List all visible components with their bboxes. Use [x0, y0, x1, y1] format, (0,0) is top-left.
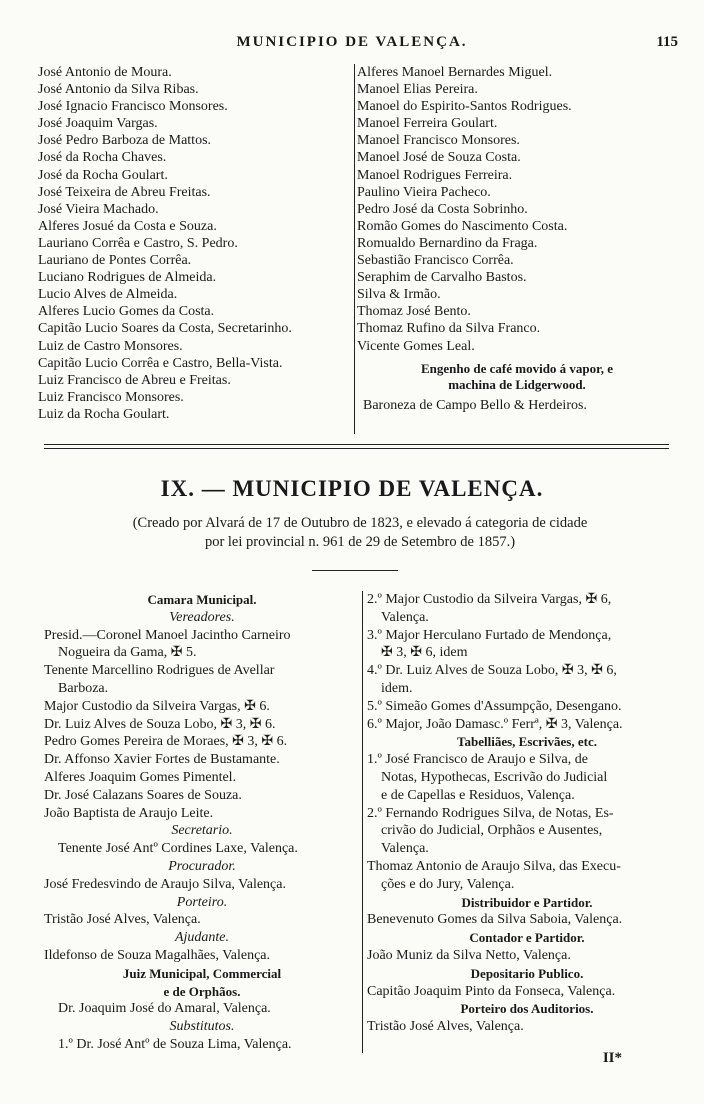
distribuidor-heading: Distribuidor e Partidor. [461, 894, 593, 910]
list-item: Seraphim de Carvalho Bastos. [357, 270, 527, 286]
list-item: José da Rocha Goulart. [38, 167, 168, 183]
juiz-heading: Juiz Municipal, Commercial [122, 965, 282, 981]
substituto-entry: 4.º Dr. Luiz Alves de Souza Lobo, ✠ 3, ✠ 6, [367, 663, 617, 679]
list-item: Manoel Francisco Monsores. [357, 133, 520, 149]
page-number: 115 [656, 34, 678, 50]
list-item: Alferes Manoel Bernardes Miguel. [357, 65, 553, 80]
depositario-heading: Depositario Publico. [470, 965, 584, 981]
list-item: Capitão Lucio Soares da Costa, Secretarinho. [38, 321, 292, 337]
list-item: José Pedro Barboza de Mattos. [38, 133, 212, 149]
substituto-entry: 2.º Major Custodio da Silveira Vargas, ✠ 6, [367, 592, 612, 607]
creation-line: por lei provincial n. 961 de 29 de Setembro de 1857.) [204, 534, 516, 550]
vereador-entry: Dr. José Calazans Soares de Souza. [44, 787, 242, 803]
tabelliao-entry-cont: ções e do Jury, Valença. [381, 876, 515, 892]
top-left-column [38, 64, 348, 423]
contador-entry: João Muniz da Silva Netto, Valença. [367, 947, 571, 963]
list-item: Manoel Rodrigues Ferreira. [357, 167, 513, 183]
procurador-entry: José Fredesvindo de Araujo Silva, Valença. [44, 876, 286, 892]
list-item: Alferes Josué da Costa e Souza. [38, 218, 217, 234]
juiz-entry: Dr. Joaquim José do Amaral, Valença. [58, 1001, 271, 1017]
list-item: José Antonio de Moura. [38, 65, 172, 80]
substitutos-heading: Substitutos. [169, 1019, 235, 1035]
list-item: Lucio Alves de Almeida. [38, 287, 178, 303]
contador-heading: Contador e Partidor. [469, 930, 585, 946]
vereador-entry: Alferes Joaquim Gomes Pimentel. [44, 769, 237, 785]
section-divider-bottom [44, 448, 669, 449]
list-item: José Antonio da Silva Ribas. [38, 82, 199, 98]
running-title: MUNICIPIO DE VALENÇA. [236, 34, 468, 50]
tabelliao-entry-cont: Valença. [381, 841, 429, 857]
substituto-entry: 1.º Dr. José Antº de Souza Lima, Valença. [58, 1036, 292, 1052]
substituto-entry: 3.º Major Herculano Furtado de Mendonça, [367, 627, 612, 643]
list-item: Lauriano de Pontes Corrêa. [38, 253, 192, 269]
tabelliaes-heading: Tabelliães, Escrivães, etc. [457, 734, 597, 750]
list-item: Romualdo Bernardino da Fraga. [357, 235, 538, 251]
creation-note [40, 514, 680, 552]
presidente-entry: Presid.—Coronel Manoel Jacintho Carneiro [44, 627, 291, 643]
list-item: Manoel Ferreira Goulart. [357, 116, 498, 132]
ajudante-entry: Ildefonso de Souza Magalhães, Valença. [44, 947, 270, 963]
list-item: Luiz Francisco de Abreu e Freitas. [38, 372, 231, 388]
tabelliao-entry-cont: Notas, Hypothecas, Escrivão do Judicial [381, 769, 608, 785]
bottom-right-column [362, 591, 687, 1053]
top-right-column [354, 64, 677, 434]
vereador-entry: Dr. Luiz Alves de Souza Lobo, ✠ 3, ✠ 6. [44, 716, 276, 732]
engenho-heading-cont: machina de Lidgerwood. [448, 376, 586, 392]
tenente-entry: Tenente Marcellino Rodrigues de Avellar [44, 663, 275, 679]
list-item: Luciano Rodrigues de Almeida. [38, 270, 217, 286]
substituto-entry-cont: idem. [381, 680, 413, 696]
list-item: Romão Gomes do Nascimento Costa. [357, 218, 568, 234]
list-item: José da Rocha Chaves. [38, 150, 167, 166]
presidente-entry-cont: Nogueira da Gama, ✠ 5. [58, 645, 197, 661]
juiz-heading-cont: e de Orphãos. [163, 983, 241, 999]
list-item: Luiz de Castro Monsores. [38, 338, 183, 354]
vereador-entry: Major Custodio da Silveira Vargas, ✠ 6. [44, 698, 270, 714]
list-item: Silva & Irmão. [357, 287, 441, 303]
vereador-entry: Dr. Affonso Xavier Fortes de Bustamante. [44, 752, 280, 768]
substituto-entry-cont: ✠ 3, ✠ 6, idem [381, 645, 468, 661]
tabelliao-entry-cont: e de Capellas e Residuos, Valença. [381, 787, 575, 803]
camara-heading: Camara Municipal. [147, 592, 257, 607]
list-item: Thomaz José Bento. [357, 304, 471, 320]
vereador-entry: Pedro Gomes Pereira de Moraes, ✠ 3, ✠ 6. [44, 734, 288, 750]
list-item: Manoel José de Souza Costa. [357, 150, 521, 166]
tabelliao-entry: Thomaz Antonio de Araujo Silva, das Execu- [367, 858, 621, 874]
list-item: Lauriano Corrêa e Castro, S. Pedro. [38, 235, 238, 251]
porteiro-entry: Tristão José Alves, Valença. [44, 912, 201, 928]
distribuidor-entry: Benevenuto Gomes da Silva Saboia, Valença. [367, 912, 623, 928]
tenente-entry-cont: Barboza. [58, 680, 109, 696]
list-item: José Joaquim Vargas. [38, 116, 158, 132]
engenho-heading: Engenho de café movido á vapor, e [421, 360, 613, 376]
list-item: Manoel do Espirito-Santos Rodrigues. [357, 99, 572, 115]
vereador-entry: João Baptista de Araujo Leite. [44, 805, 214, 821]
list-item: Thomaz Rufino da Silva Franco. [357, 321, 541, 337]
list-item: Luiz Francisco Monsores. [38, 389, 184, 405]
porteiro-auditorios-heading: Porteiro dos Auditorios. [460, 1001, 594, 1017]
tabelliao-entry-cont: crivão do Judicial, Orphãos e Ausentes, [381, 823, 603, 839]
list-item: Luiz da Rocha Goulart. [38, 406, 170, 422]
list-item: Manoel Elias Pereira. [357, 82, 478, 98]
section-title: IX. — MUNICIPIO DE VALENÇA. [160, 476, 544, 501]
list-item: Paulino Vieira Pacheco. [357, 184, 491, 200]
engenho-entry: Baroneza de Campo Bello & Herdeiros. [363, 397, 587, 413]
list-item: Vicente Gomes Leal. [357, 338, 475, 354]
tabelliao-entry: 1.º José Francisco de Araujo e Silva, de [367, 752, 588, 768]
substituto-entry: 5.º Simeão Gomes d'Assumpção, Desengano. [367, 698, 622, 714]
signature-mark: II* [602, 1050, 622, 1066]
substituto-entry-cont: Valença. [381, 609, 429, 625]
list-item: Alferes Lucio Gomes da Costa. [38, 304, 215, 320]
list-item: Sebastião Francisco Corrêa. [357, 253, 514, 269]
secretario-heading: Secretario. [171, 823, 233, 839]
list-item: Pedro José da Costa Sobrinho. [357, 201, 528, 217]
porteiro-auditorios-entry: Tristão José Alves, Valença. [367, 1019, 524, 1035]
secretario-entry: Tenente José Antº Cordines Laxe, Valença. [58, 841, 298, 857]
depositario-entry: Capitão Joaquim Pinto da Fonseca, Valença. [367, 983, 616, 999]
list-item: Capitão Lucio Corrêa e Castro, Bella-Vista. [38, 355, 283, 371]
ajudante-heading: Ajudante. [174, 930, 230, 946]
substituto-entry: 6.º Major, João Damasc.º Ferrª, ✠ 3, Valença. [367, 716, 623, 732]
bottom-left-column [44, 591, 360, 1054]
list-item: José Vieira Machado. [38, 201, 159, 217]
vereadores-heading: Vereadores. [169, 609, 235, 625]
list-item: José Ignacio Francisco Monsores. [38, 99, 228, 115]
list-item: José Teixeira de Abreu Freitas. [38, 184, 211, 200]
porteiro-heading: Porteiro. [176, 894, 228, 910]
tabelliao-entry: 2.º Fernando Rodrigues Silva, de Notas, Es- [367, 805, 614, 821]
procurador-heading: Procurador. [168, 858, 236, 874]
section-divider-top [44, 444, 669, 445]
creation-line: (Creado por Alvará de 17 de Outubro de 1823, e elevado á categoria de cidade [132, 515, 588, 531]
short-divider [312, 570, 398, 571]
